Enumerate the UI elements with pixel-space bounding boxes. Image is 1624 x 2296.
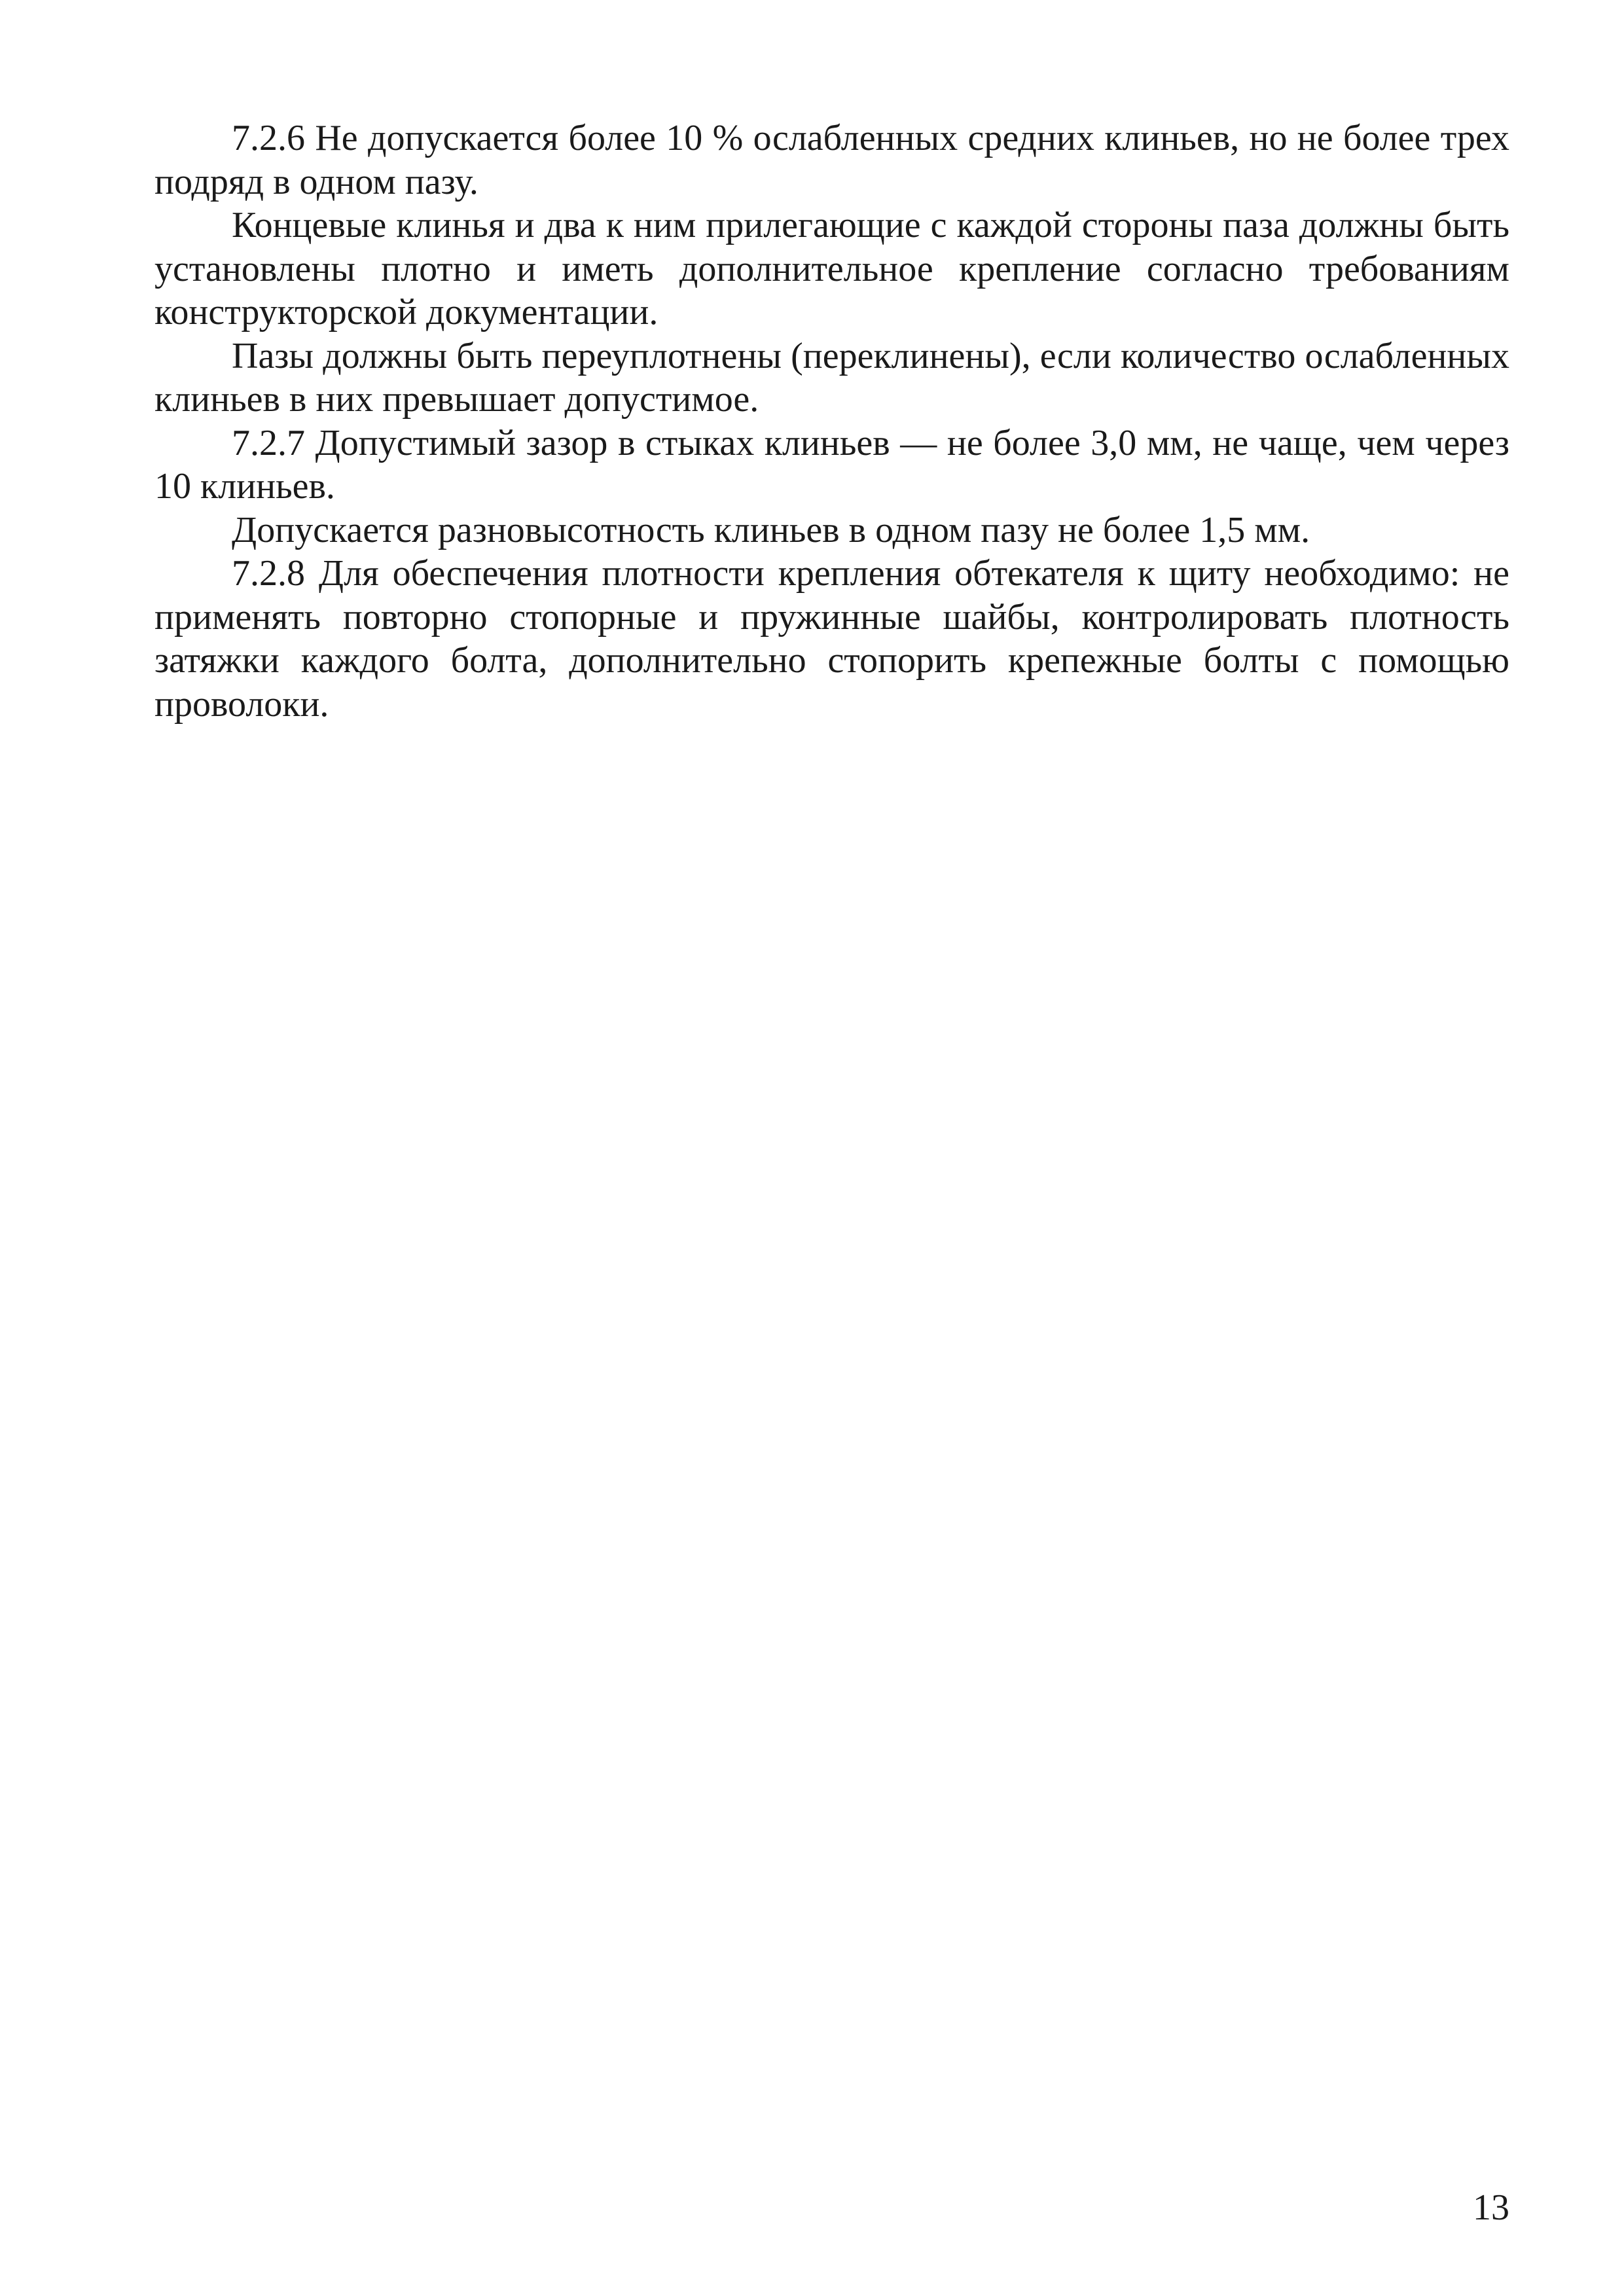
page-number: 13 bbox=[1473, 2187, 1509, 2228]
paragraph-height-difference: Допускается разновысотность клиньев в одном пазу не более 1,5 мм. bbox=[232, 509, 1310, 550]
paragraph-7-2-7: 7.2.7 Допустимый зазор в стыках клиньев — не более 3,0 мм, не чаще, чем через 10 клиньев. bbox=[154, 422, 1509, 507]
paragraph-slots-rewedged: Пазы должны быть переуплотнены (переклинены), если количество ослабленных клиньев в них превышает допустимое. bbox=[154, 335, 1509, 420]
paragraph-7-2-8: 7.2.8 Для обеспечения плотности крепления обтекателя к щиту необходимо: не применять повторно стопорные и пружинные шайбы, контролировать плотность затяжки каждого болта, дополнительно стопорить крепежные болты с помощью проволоки. bbox=[154, 553, 1509, 725]
body-text bbox=[154, 117, 1509, 726]
paragraph-end-wedges: Концевые клинья и два к ним прилегающие с каждой стороны паза должны быть установлены плотно и иметь дополнительное крепление согласно требованиям конструкторской документации. bbox=[154, 205, 1509, 332]
paragraph-7-2-6: 7.2.6 Не допускается более 10 % ослабленных средних клиньев, но не более трех подряд в одном пазу. bbox=[154, 118, 1509, 202]
